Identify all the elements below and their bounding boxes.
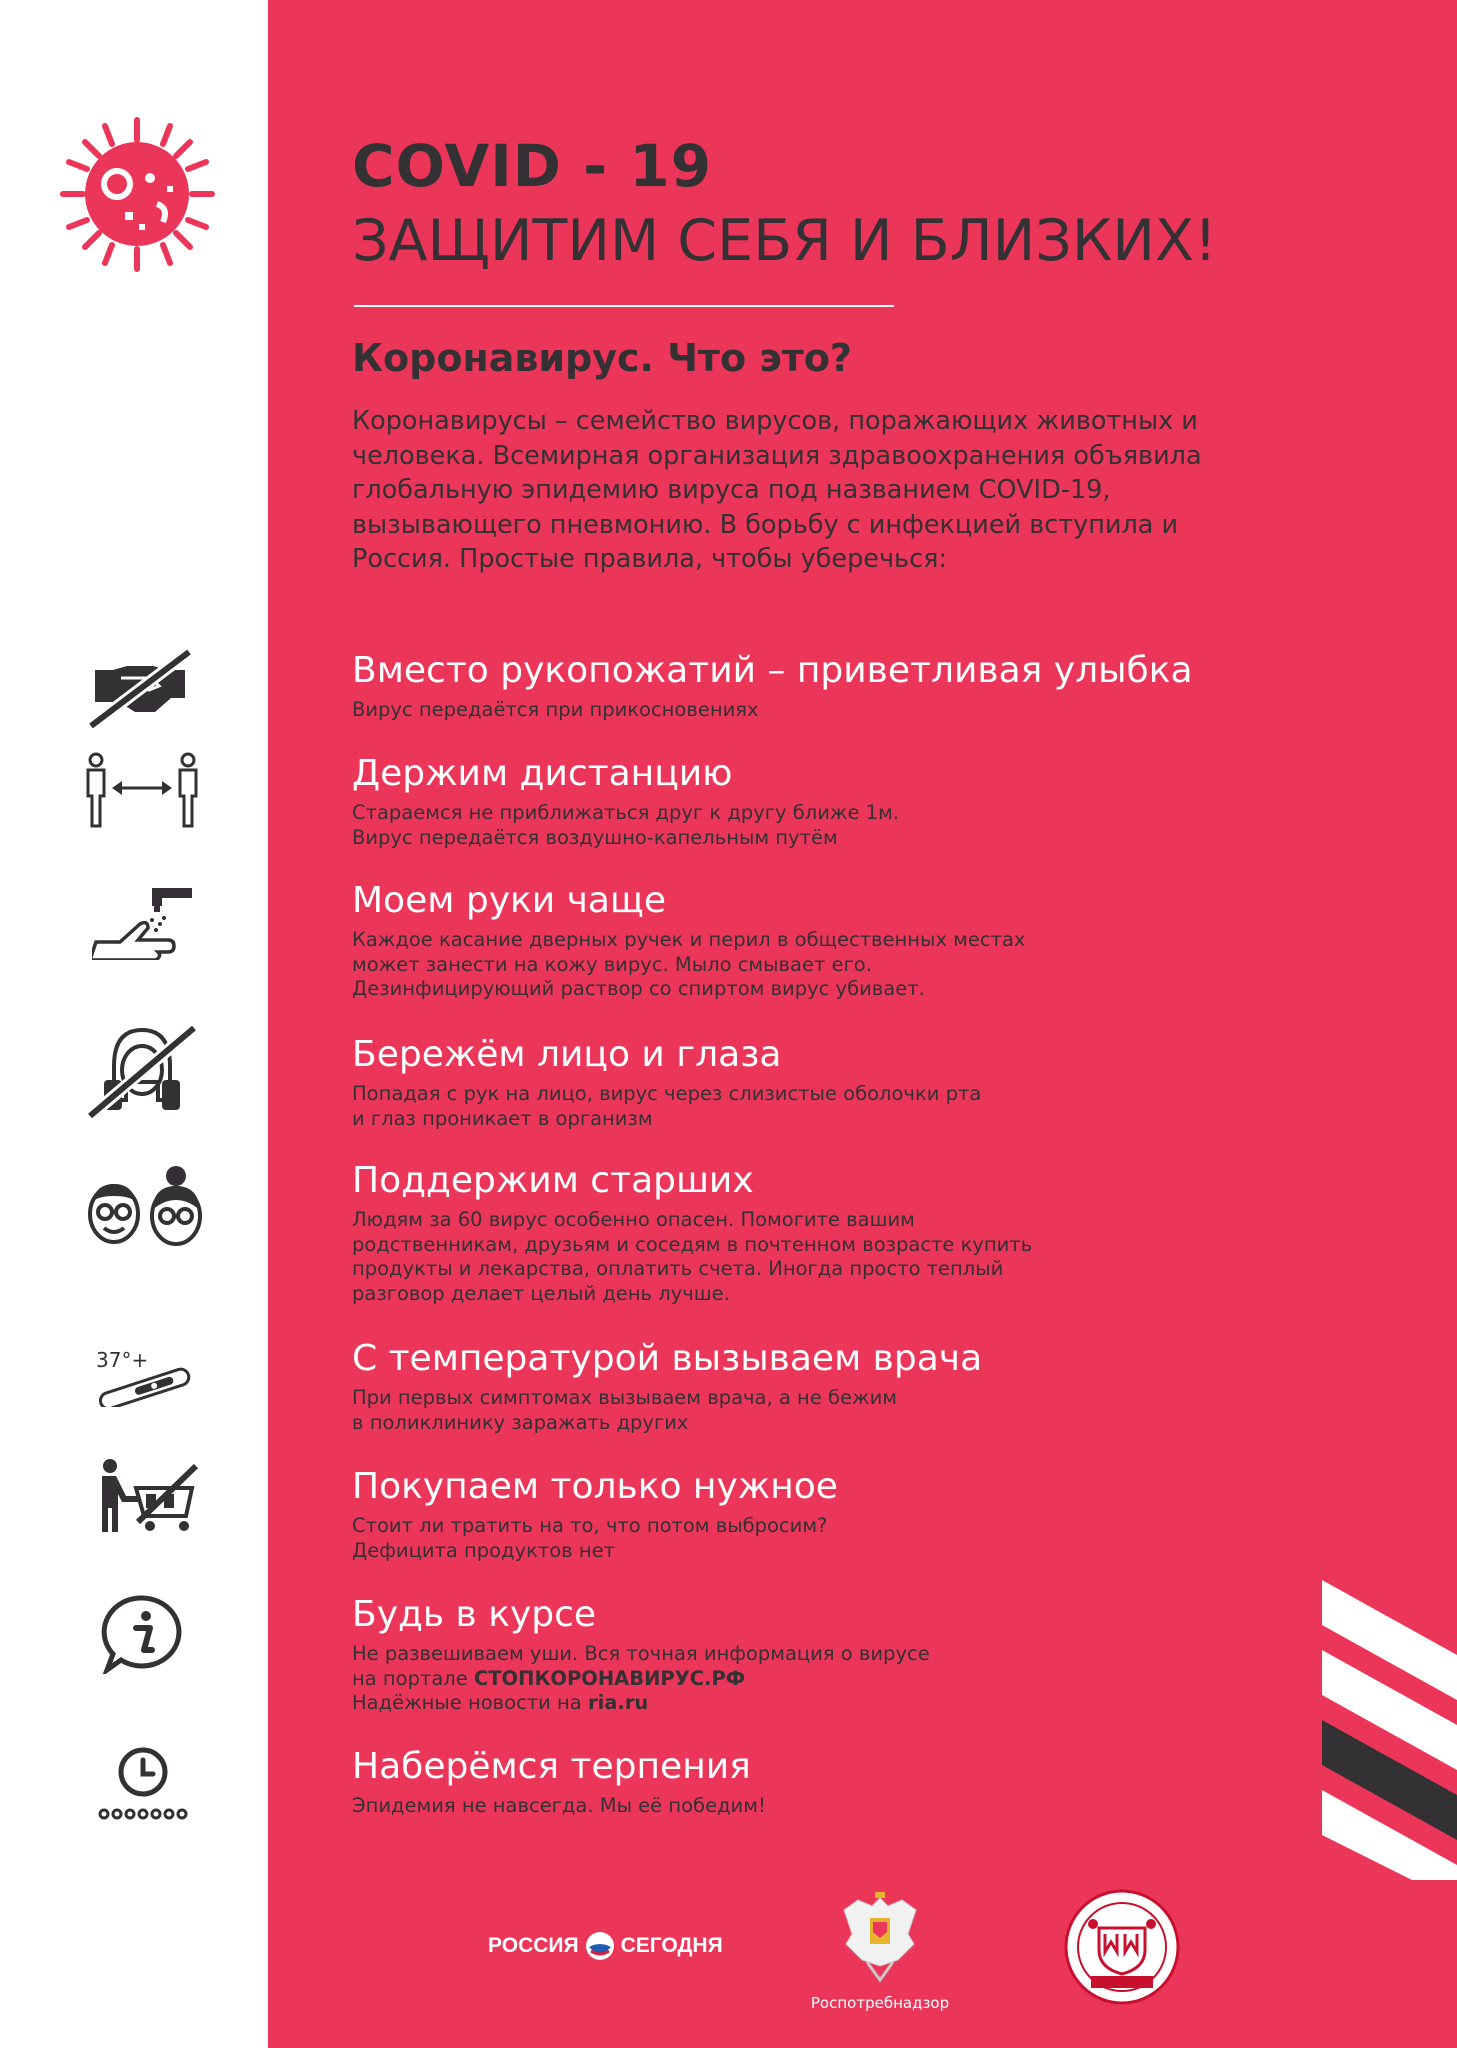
- thermometer-icon: [94, 1345, 194, 1407]
- rule-line: Надёжные новости на ria.ru: [352, 1691, 649, 1714]
- no-handshake-icon: [85, 648, 195, 728]
- intro-line: человека. Всемирная организация здравоохранения объявила: [352, 440, 1202, 471]
- wash-hands-icon: [92, 880, 194, 960]
- globe-icon: [585, 1931, 615, 1961]
- rule-title: Будь в курсе: [352, 1594, 597, 1635]
- rule-line: Вирус передаётся при прикосновениях: [352, 698, 759, 721]
- rule-stay-informed: [352, 1594, 1392, 1716]
- rule-no-handshake: [352, 650, 1392, 723]
- rule-text: [352, 1208, 1392, 1306]
- rule-title: Моем руки чаще: [352, 880, 666, 921]
- rule-buy-needed: [352, 1466, 1392, 1563]
- rule-line: Дефицита продуктов нет: [352, 1538, 615, 1562]
- rule-support-elderly: [352, 1160, 1392, 1306]
- rule-text: [352, 1386, 1392, 1435]
- ria-logo-right: СЕГОДНЯ: [620, 1934, 723, 1957]
- ria-link: ria.ru: [587, 1691, 649, 1714]
- rule-text: [352, 1794, 1392, 1819]
- info-icon: [100, 1594, 186, 1674]
- divider: [354, 305, 894, 307]
- double-eagle-emblem-icon: [837, 1888, 923, 1984]
- rule-line: Стараемся не приближаться друг к другу ближе 1м.: [352, 801, 899, 824]
- poster-title: COVID - 19: [352, 132, 713, 200]
- rule-line: может занести на кожу вирус. Мыло смывает его.: [352, 952, 872, 976]
- rule-text: [352, 928, 1392, 1002]
- ria-logo-left: РОССИЯ: [488, 1934, 579, 1957]
- rule-title: Бережём лицо и глаза: [352, 1034, 782, 1075]
- rule-line: При первых симптомах вызываем врача, а не бежим: [352, 1386, 897, 1409]
- rospotrebnadzor-logo: [780, 1888, 980, 2012]
- clock-patience-icon: [96, 1746, 190, 1826]
- rule-line: продукты и лекарства, оплатить счета. Иногда просто теплый: [352, 1257, 1004, 1280]
- intro-line: Россия. Простые правила, чтобы уберечься:: [352, 544, 948, 574]
- virus-icon: [55, 112, 220, 277]
- rule-text: [352, 1642, 1392, 1716]
- rule-title: Наберёмся терпения: [352, 1746, 751, 1787]
- rule-line: разговор делает целый день лучше.: [352, 1281, 730, 1305]
- no-overshopping-icon: [92, 1458, 198, 1534]
- intro-heading: Коронавирус. Что это?: [352, 336, 852, 380]
- rule-line: Стоит ли тратить на то, что потом выбросим?: [352, 1514, 828, 1537]
- rule-title: Поддержим старших: [352, 1160, 754, 1201]
- rule-line: Людям за 60 вирус особенно опасен. Помогите вашим: [352, 1208, 915, 1231]
- distance-icon: [82, 752, 202, 830]
- rule-call-doctor: [352, 1338, 1392, 1435]
- icon-column: [0, 0, 268, 2048]
- rule-text: [352, 801, 1392, 850]
- intro-paragraph: [352, 404, 1352, 577]
- rule-wash-hands: [352, 880, 1392, 1002]
- content-panel: [268, 0, 1457, 2048]
- rule-title: Держим дистанцию: [352, 753, 733, 794]
- rule-line: родственникам, друзьям и соседям в почтенном возрасте купить: [352, 1232, 1033, 1256]
- rule-line: Вирус передаётся воздушно-капельным путём: [352, 825, 838, 849]
- stopcoronavirus-link: СТОПКОРОНАВИРУС.РФ: [473, 1666, 746, 1690]
- rule-title: Покупаем только нужное: [352, 1466, 838, 1507]
- elderly-icon: [84, 1162, 206, 1252]
- temperature-label: 37°+: [96, 1348, 149, 1372]
- rule-line: Эпидемия не навсегда. Мы её победим!: [352, 1794, 766, 1817]
- poster-subtitle: ЗАЩИТИМ СЕБЯ И БЛИЗКИХ!: [352, 208, 1217, 274]
- intro-line: глобальную эпидемию вируса под названием COVID-19,: [352, 475, 1111, 505]
- rule-line: на портале СТОПКОРОНАВИРУС.РФ: [352, 1666, 746, 1690]
- rule-distance: [352, 753, 1392, 850]
- rule-line: и глаз проникает в организм: [352, 1106, 653, 1130]
- rule-title: С температурой вызываем врача: [352, 1338, 983, 1379]
- rule-line: в поликлинику заражать других: [352, 1410, 689, 1434]
- rule-line: Попадая с рук на лицо, вирус через слизистые оболочки рта: [352, 1082, 982, 1105]
- ria-logo: [488, 1928, 723, 1964]
- rule-line: Каждое касание дверных ручек и перил в общественных местах: [352, 928, 1026, 951]
- rule-protect-face: [352, 1034, 1392, 1131]
- rospotrebnadzor-caption: Роспотребнадзор: [810, 1994, 950, 2012]
- intro-line: вызывающего пневмонию. В борьбу с инфекцией вступила и: [352, 509, 1179, 540]
- intro-line: Коронавирусы – семейство вирусов, поражающих животных и: [352, 406, 1198, 436]
- decorative-stripes: [1322, 1580, 1457, 1880]
- rule-line: Не развешиваем уши. Вся точная информация о вирусе: [352, 1642, 930, 1665]
- sechenov-university-seal-icon: [1063, 1888, 1181, 2006]
- rule-text: [352, 1082, 1392, 1131]
- no-face-touch-icon: [86, 1022, 198, 1120]
- rule-text: [352, 698, 1392, 723]
- rule-line: Дезинфицирующий раствор со спиртом вирус убивает.: [352, 977, 925, 1000]
- rule-title: Вместо рукопожатий – приветливая улыбка: [352, 650, 1193, 691]
- rule-be-patient: [352, 1746, 1392, 1819]
- rule-text: [352, 1514, 1392, 1563]
